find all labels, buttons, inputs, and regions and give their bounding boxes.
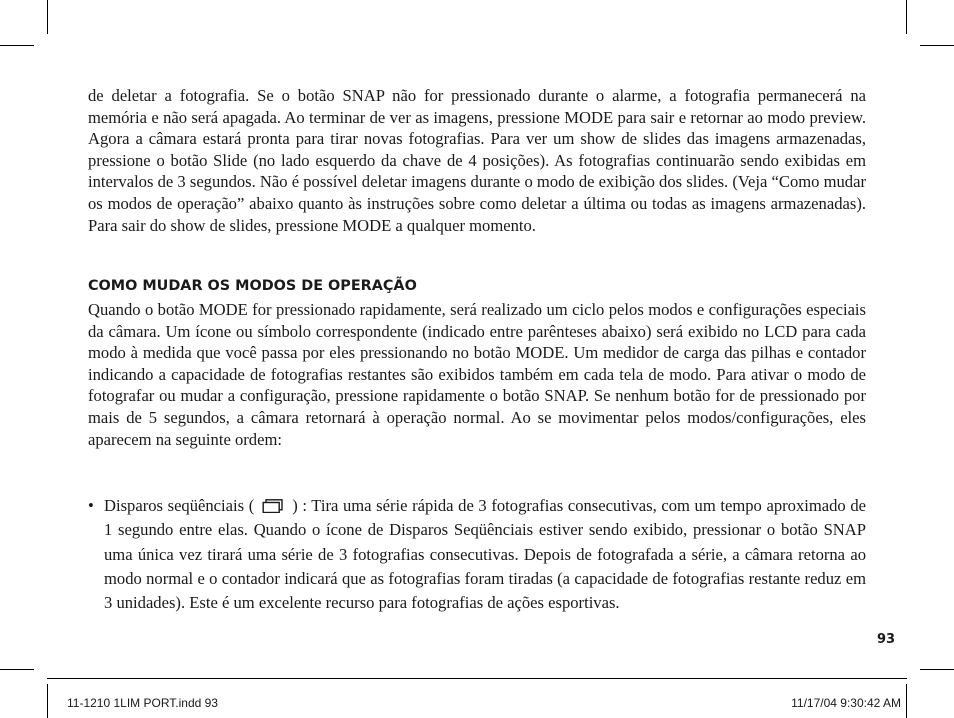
crop-mark [0, 45, 34, 46]
crop-mark [0, 669, 34, 670]
crop-mark [906, 0, 907, 34]
bullet-text-rest: ) : Tira uma série rápida de 3 fotografias consecutivas, com um tempo aproximado de 1 segundo entre elas. Quando o ícone de Disparos Seqüênciais estiver sendo exibido, pressionar o botão SNAP uma única vez tirará uma série de 3 fotografias consecutivas. Depois de fotografada a série, a câmara retorna ao modo normal e o contador indicará que as fotografias foram tiradas (a capacidade de fotografias restante reduz em 3 unidades). Este é um excelente recurso para fotografias de ações esportivas. [104, 496, 866, 613]
crop-mark [920, 669, 954, 670]
bullet-marker: • [88, 496, 94, 515]
section-heading: COMO MUDAR OS MODOS DE OPERAÇÃO [88, 278, 417, 294]
footer-divider [47, 678, 907, 679]
page-number: 93 [877, 632, 896, 647]
bullet-list-item [88, 494, 866, 615]
crop-mark [906, 684, 907, 718]
body-paragraph: de deletar a fotografia. Se o botão SNAP não for pressionado durante o alarme, a fotografia permanecerá na memória e não será apagada. Ao terminar de ver as imagens, pressione MODE para sair e retornar ao modo preview. Agora a câmara estará pronta para tirar novas fotografias. Para ver um show de slides das imagens armazenadas, pressione o botão Slide (no lado esquerdo da chave de 4 posições). As fotografias continuarão sendo exibidas em intervalos de 3 segundos. Não é possível deletar imagens durante o modo de exibição dos slides. (Veja “Como mudar os modos de operação” abaixo quanto às instruções sobre como deletar a última ou todas as imagens armazenadas). Para sair do show de slides, pressione MODE a qualquer momento. [88, 86, 866, 235]
bullet-text-start: Disparos seqüênciais ( [104, 496, 255, 515]
crop-mark [47, 0, 48, 34]
body-paragraph: Quando o botão MODE for pressionado rapidamente, será realizado um ciclo pelos modos e configurações especiais da câmara. Um ícone ou símbolo correspondente (indicado entre parênteses abaixo) será exibido no LCD para cada modo à medida que você passa por eles pressionando no botão MODE. Um medidor de carga das pilhas e contador indicando a capacidade de fotografias restantes são exibidos também em cada tela de modo. Para ativar o modo de fotografar ou mudar a configuração, pressione rapidamente o botão SNAP. Se nenhum botão for de pressionado por mais de 5 segundos, a câmara retornará à operação normal. Ao se movimentar pelos modos/configurações, eles aparecem na seguinte ordem: [88, 300, 866, 449]
footer-timestamp: 11/17/04 9:30:42 AM [791, 696, 901, 710]
bullet-text [104, 494, 866, 615]
footer-filename: 11-1210 1LIM PORT.indd 93 [67, 696, 218, 710]
burst-mode-icon [262, 496, 284, 510]
crop-mark [47, 684, 48, 718]
crop-mark [920, 45, 954, 46]
